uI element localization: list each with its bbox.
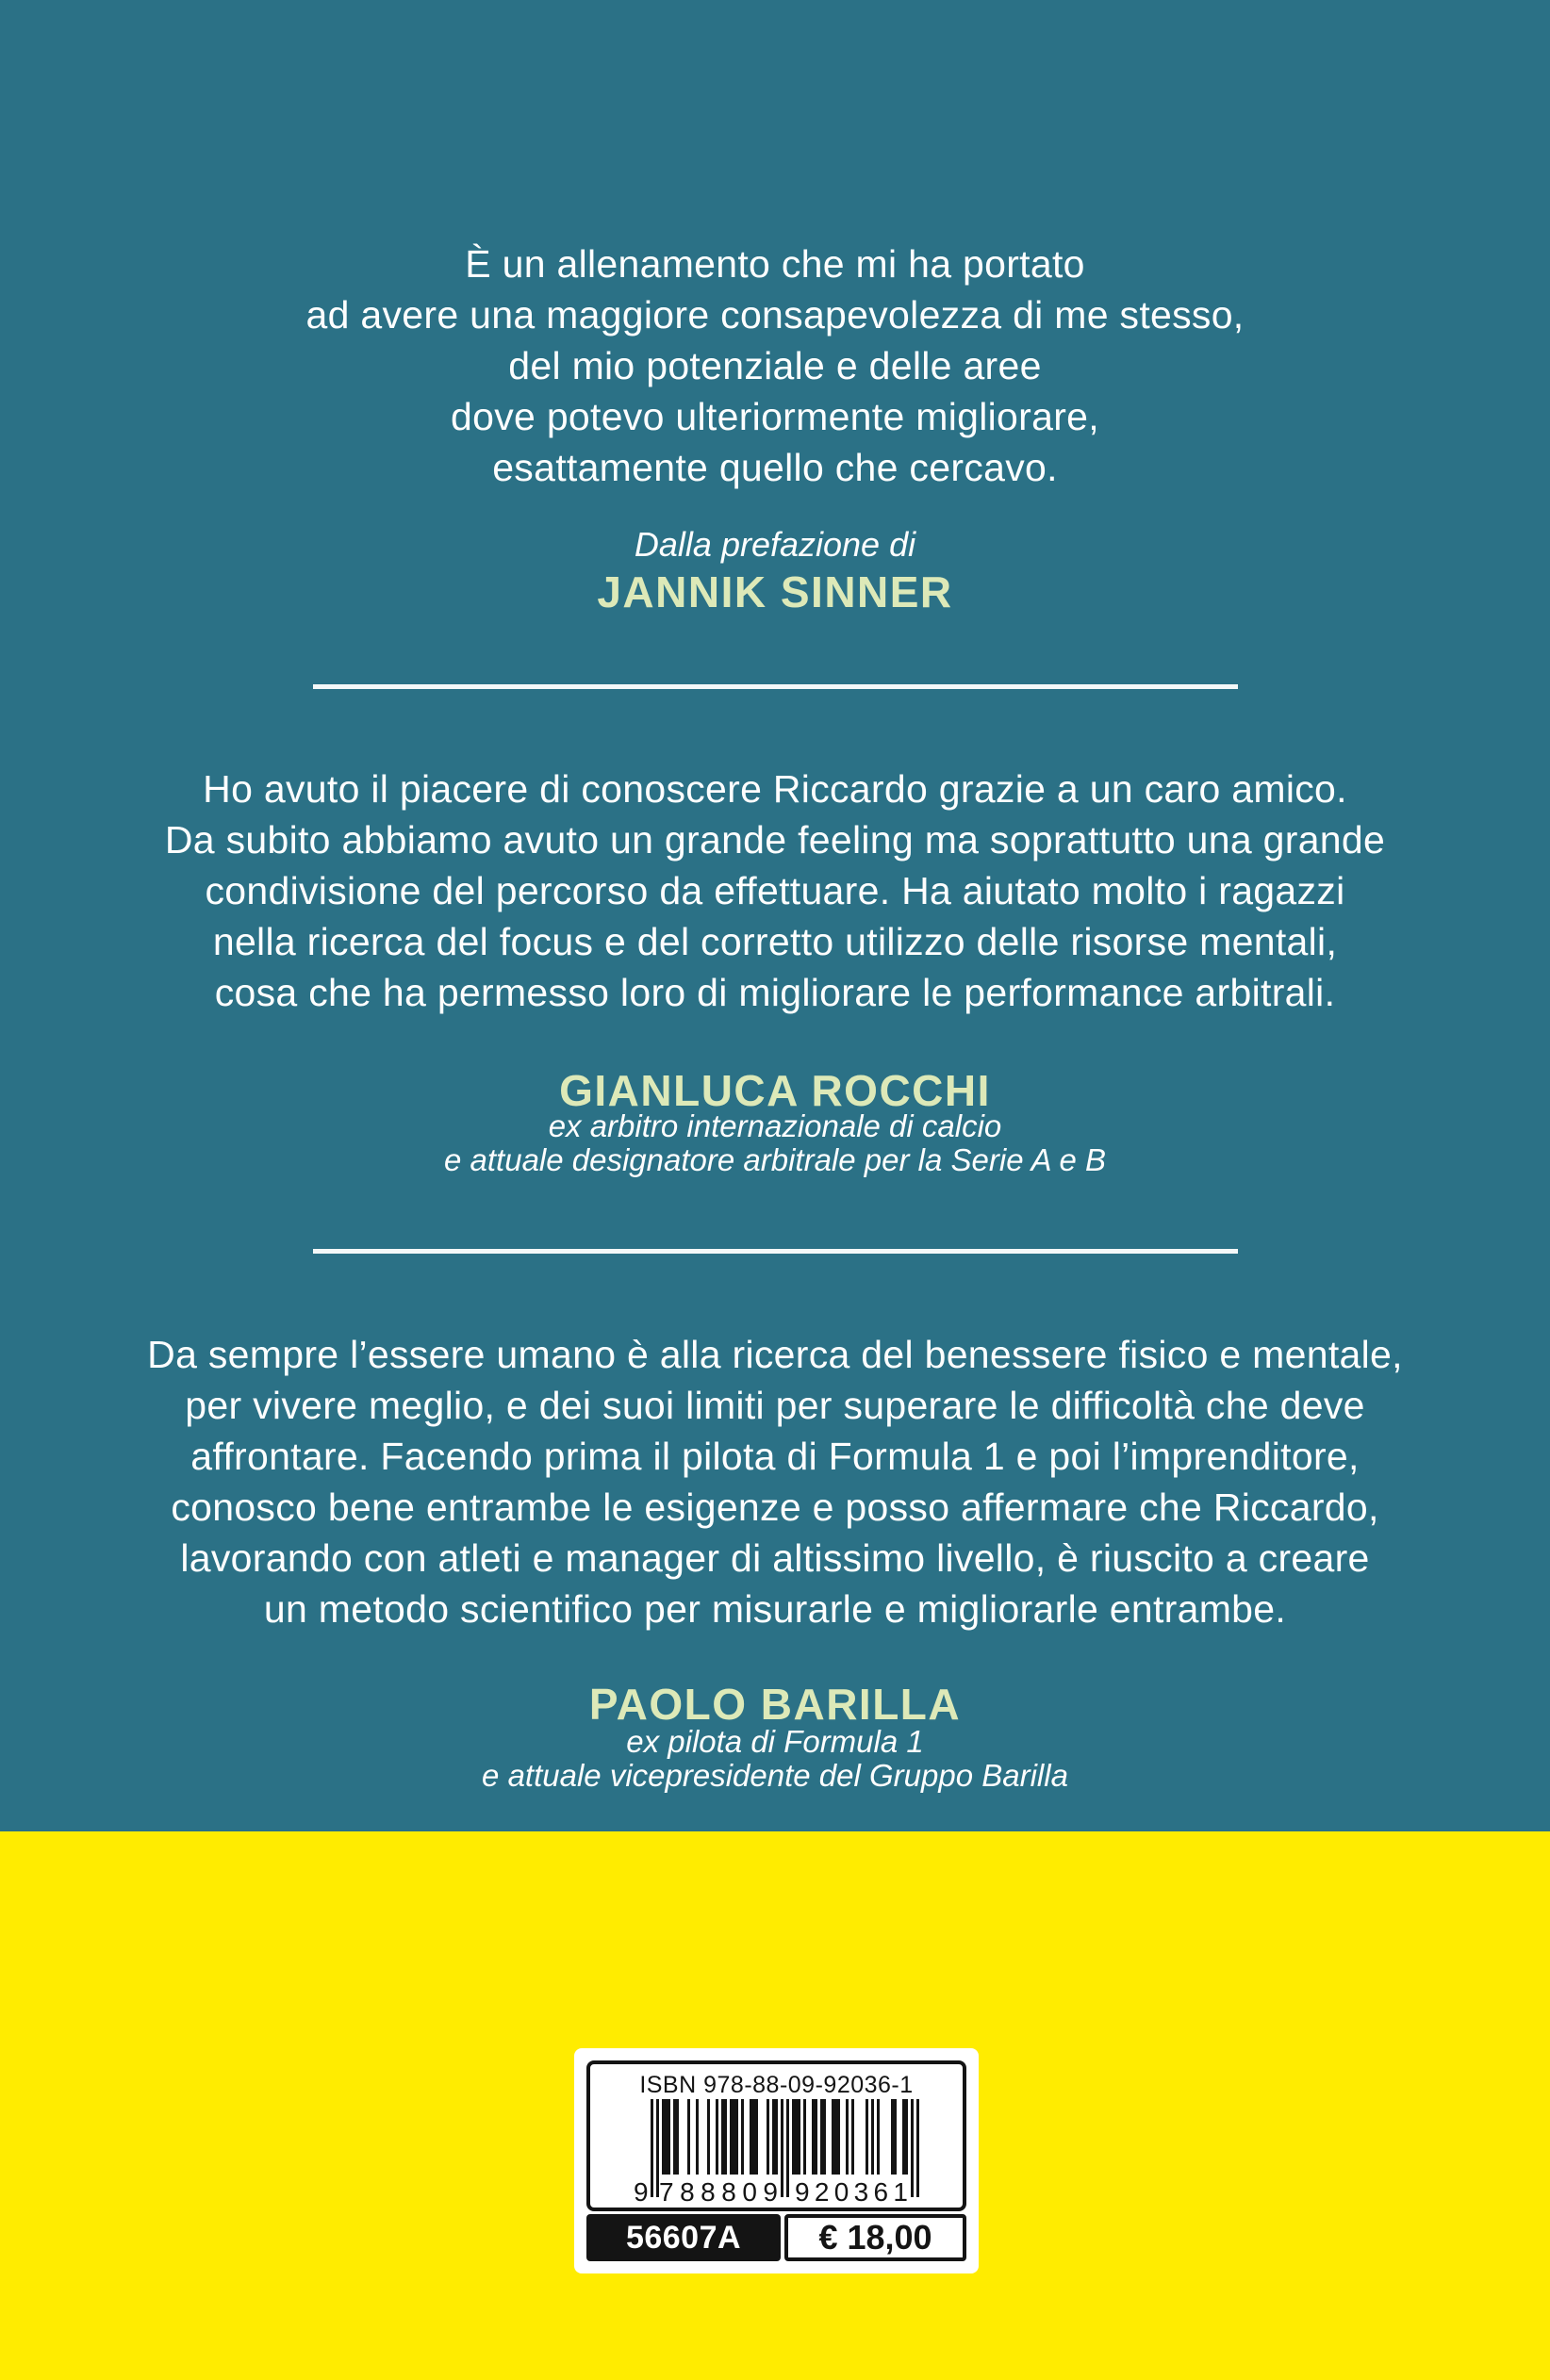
- edition-code: 56607A: [586, 2214, 781, 2261]
- quote-line: esattamente quello che cercavo.: [492, 446, 1058, 489]
- attribution-roles-rocchi: [0, 1109, 1550, 1177]
- quote-line: conosco bene entrambe le esigenze e posso affermare che Riccardo,: [171, 1485, 1379, 1529]
- quote-line: Ho avuto il piacere di conoscere Riccardo grazie a un caro amico.: [203, 767, 1347, 811]
- yellow-section: [0, 1831, 1550, 2380]
- quote-line: per vivere meglio, e dei suoi limiti per superare le difficoltà che deve: [185, 1384, 1365, 1427]
- quote-barilla-text: [0, 1329, 1550, 1634]
- attribution-role-line: ex pilota di Formula 1: [626, 1724, 924, 1759]
- quote-line: un metodo scientifico per misurarle e migliorarle entrambe.: [263, 1587, 1287, 1631]
- svg-text:9: 9: [633, 2177, 649, 2205]
- quote-line: dove potevo ulteriormente migliorare,: [451, 395, 1099, 438]
- quote-sinner-text: [0, 238, 1550, 493]
- attribution-name-sinner: JANNIK SINNER: [597, 567, 953, 616]
- attribution-roles-barilla: [0, 1725, 1550, 1793]
- svg-text:920361: 920361: [794, 2177, 908, 2205]
- quote-line: del mio potenziale e delle aree: [508, 344, 1042, 387]
- attribution-name-barilla: PAOLO BARILLA: [588, 1680, 962, 1729]
- isbn-label: ISBN 978-88-09-92036-1: [639, 2072, 914, 2098]
- price-row: [586, 2214, 966, 2261]
- svg-text:788809: 788809: [658, 2177, 778, 2205]
- ean-box: [586, 2060, 966, 2211]
- quote-line: lavorando con atleti e manager di altissimo livello, è riuscito a creare: [180, 1536, 1370, 1580]
- quote-line: nella ricerca del focus e del corretto utilizzo delle risorse mentali,: [212, 920, 1338, 963]
- quote-line: condivisione del percorso da effettuare. Ha aiutato molto i ragazzi: [205, 869, 1345, 912]
- attribution-intro-sinner: Dalla prefazione di: [634, 525, 916, 564]
- attribution-role-line: e attuale vicepresidente del Gruppo Barilla: [482, 1758, 1068, 1793]
- quote-line: ad avere una maggiore consapevolezza di me stesso,: [305, 293, 1245, 336]
- quote-line: affrontare. Facendo prima il pilota di Formula 1 e poi l’imprenditore,: [190, 1435, 1360, 1478]
- attribution-name-rocchi: GIANLUCA ROCCHI: [559, 1066, 991, 1115]
- quote-line: cosa che ha permesso loro di migliorare le performance arbitrali.: [214, 971, 1336, 1014]
- quote-line: Da subito abbiamo avuto un grande feeling ma soprattutto una grande: [164, 818, 1386, 862]
- quote-line: Da sempre l’essere umano è alla ricerca del benessere fisico e mentale,: [147, 1333, 1403, 1376]
- attribution-role-line: ex arbitro internazionale di calcio: [548, 1108, 1002, 1143]
- quote-line: È un allenamento che mi ha portato: [465, 242, 1085, 286]
- barcode-card: [574, 2048, 979, 2273]
- divider-line: [313, 1249, 1238, 1254]
- attribution-role-line: e attuale designatore arbitrale per la Serie A e B: [444, 1142, 1106, 1177]
- ean13-barcode: [632, 2099, 922, 2208]
- price-label: € 18,00: [784, 2214, 966, 2261]
- quote-rocchi-text: [0, 763, 1550, 1018]
- divider-line: [313, 684, 1238, 689]
